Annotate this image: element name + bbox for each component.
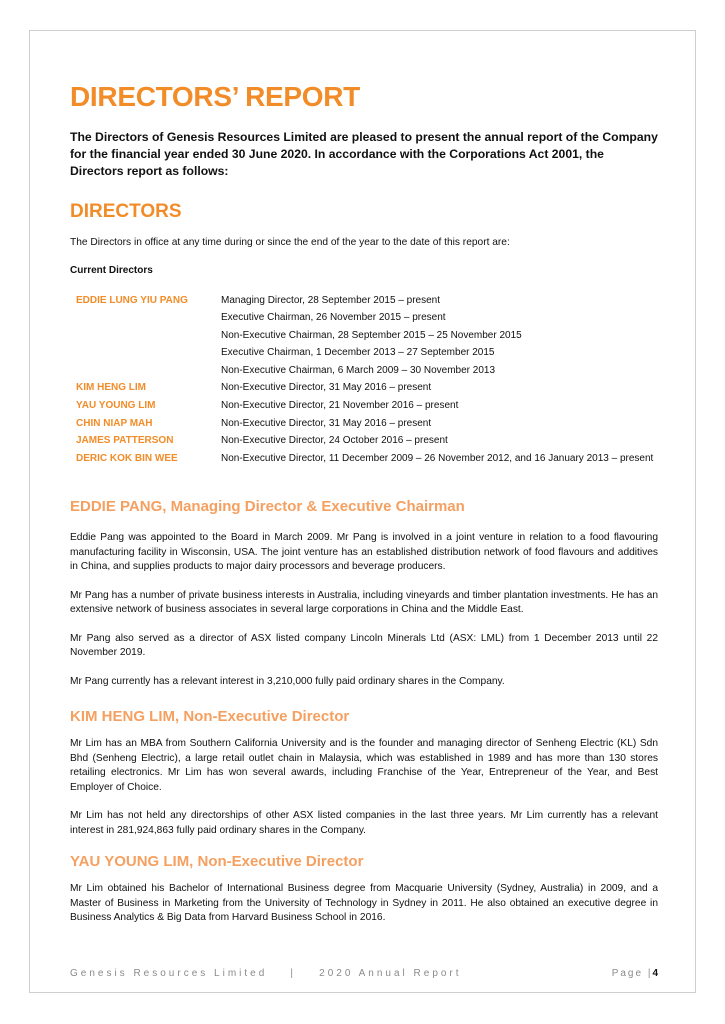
eddie-paragraph-1: Eddie Pang was appointed to the Board in March 2009. Mr Pang is involved in a joint venture in relation to a food flavouring manufacturing facility in Wisconsin, USA. The joint venture has an established distribution network of food flavours and additives in China, and supplies products to major dairy processors and beverage producers. [70,532,658,573]
table-row [76,327,653,345]
table-row [76,309,653,327]
director-name: JAMES PATTERSON [76,435,174,447]
table-row [76,344,653,362]
directors-table [76,292,653,468]
table-row [76,415,653,433]
table-row [76,379,653,397]
footer-right [612,968,658,979]
director-role: Non-Executive Director, 24 October 2016 – present [221,435,448,447]
director-role: Non-Executive Chairman, 6 March 2009 – 30 November 2013 [221,364,496,376]
footer-page-label: Page | [611,968,653,979]
director-name: CHIN NIAP MAH [76,417,153,429]
director-name: KIM HENG LIM [76,382,146,394]
director-role: Executive Chairman, 26 November 2015 – present [221,312,446,324]
kim-heading: KIM HENG LIM, Non-Executive Director [70,708,350,726]
director-role: Non-Executive Chairman, 28 September 2015 – 25 November 2015 [221,329,522,341]
footer-report: 2020 Annual Report [319,968,462,979]
table-row [76,292,653,310]
kim-paragraph-1: Mr Lim has an MBA from Southern California University and is the founder and managing director of Senheng Electric (KL) Sdn Bhd (Senheng Electric), a large retail outlet chain in Malaysia, which was established in 1989 and has more than 130 stores retailing electronics. Mr Lim has won several awards, including Franchise of the Year, Entrepreneur of the Year, and Best Employer of Choice. [70,738,658,793]
eddie-paragraph-4: Mr Pang currently has a relevant interest in 3,210,000 fully paid ordinary shares in the Company. [70,675,505,687]
footer-left [70,968,462,979]
table-row [76,362,653,380]
director-name: DERIC KOK BIN WEE [76,452,178,464]
report-title: DIRECTORS’ REPORT [70,81,360,112]
page [29,30,696,993]
footer-company: Genesis Resources Limited [70,968,268,979]
director-name [76,362,221,380]
director-role: Non-Executive Director, 31 May 2016 – present [221,417,432,429]
director-role: Non-Executive Director, 21 November 2016 – present [221,400,459,412]
eddie-heading: EDDIE PANG, Managing Director & Executive Chairman [70,498,465,516]
eddie-paragraph-3: Mr Pang also served as a director of ASX listed company Lincoln Minerals Ltd (ASX: LML) from 1 December 2013 until 22 November 2019. [70,632,658,659]
footer-page-number: 4 [652,968,658,979]
kim-paragraph-2: Mr Lim has not held any directorships of other ASX listed companies in the last three years. Mr Lim currently has a relevant interest in 281,924,863 fully paid ordinary shares in the Company. [70,810,658,836]
director-role: Managing Director, 28 September 2015 – present [221,294,441,306]
directors-intro: The Directors in office at any time during or since the end of the year to the date of this report are: [70,237,510,248]
intro-paragraph: The Directors of Genesis Resources Limited are pleased to present the annual report of the Company for the financial year ended 30 June 2020. In accordance with the Corporations Act 2001, the Directors report as follows: [70,130,658,178]
director-name [76,327,221,345]
yau-paragraph-1: Mr Lim obtained his Bachelor of International Business degree from Macquarie University (Sydney, Australia) in 2009, and a Master of Business in Marketing from the University of Technology in Sydney in 2011. He also obtained an executive degree in Business Analytics & Big Data from Harvard Business School in 2016. [70,883,658,924]
director-name: EDDIE LUNG YIU PANG [76,294,188,306]
director-name: YAU YOUNG LIM [76,400,156,412]
directors-heading: DIRECTORS [70,201,182,222]
director-role: Executive Chairman, 1 December 2013 – 27 September 2015 [221,347,495,359]
director-name [76,309,221,327]
director-role: Non-Executive Director, 31 May 2016 – present [221,382,432,394]
director-role: Non-Executive Director, 11 December 2009 – 26 November 2012, and 16 January 2013 – present [221,452,654,464]
footer-separator: | [290,968,297,979]
table-row [76,450,653,468]
table-row [76,397,653,415]
table-row [76,432,653,450]
director-name [76,344,221,362]
yau-heading: YAU YOUNG LIM, Non-Executive Director [70,853,364,871]
report-content [70,81,658,926]
eddie-paragraph-2: Mr Pang has a number of private business interests in Australia, including vineyards and timber plantation investments. He has an extensive network of business associates in several large corporations in China and the Middle East. [70,589,658,616]
current-directors-label: Current Directors [70,264,153,276]
